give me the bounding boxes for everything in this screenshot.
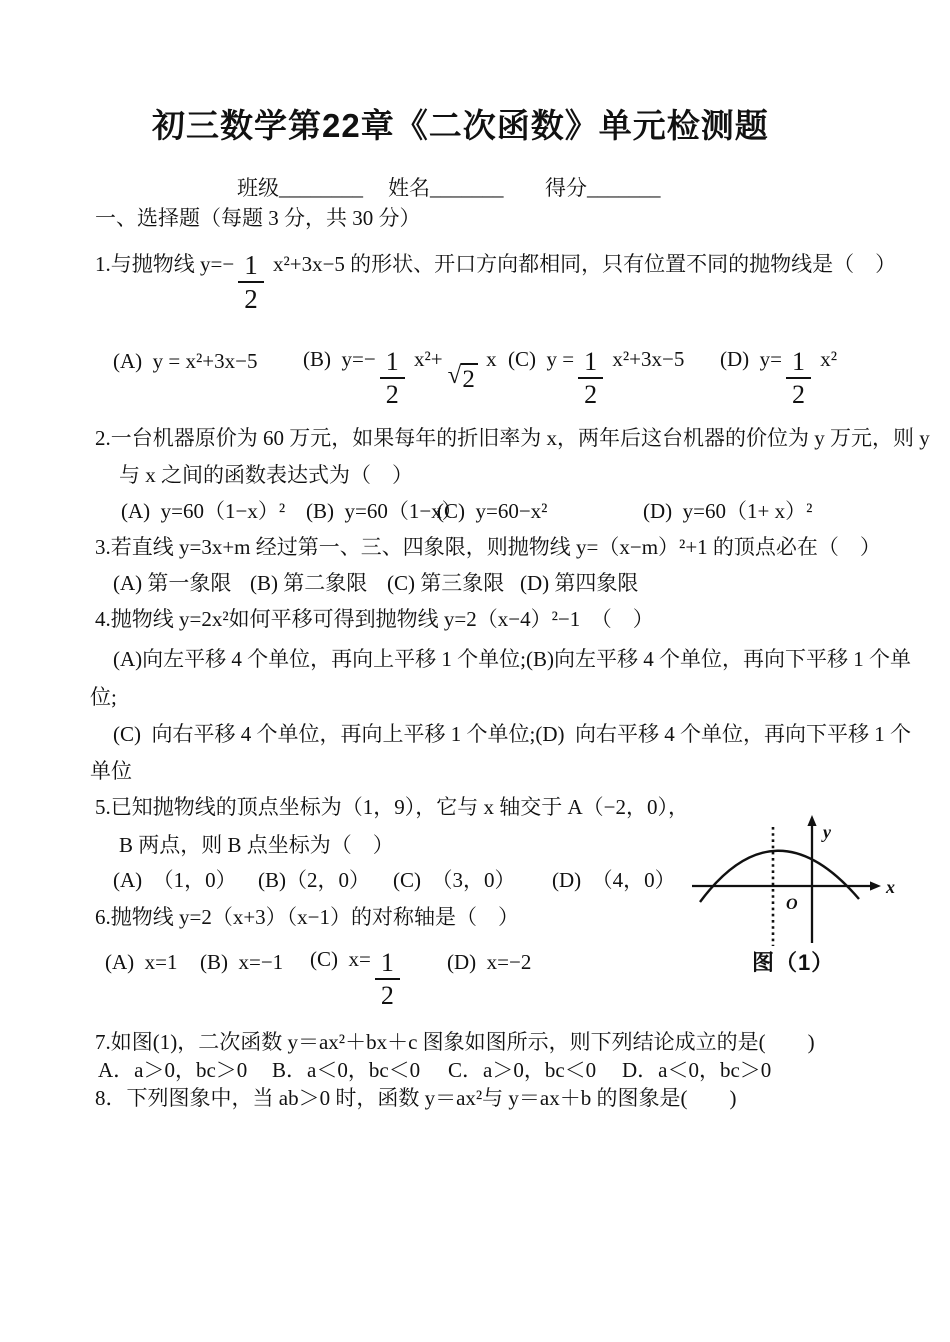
q1-text-prefix: 1.与抛物线 y=− [95,252,235,276]
x-axis-label: x [886,877,895,897]
fraction: $\frac{1}{2}$ [375,950,400,1009]
square-root: √ 2 [448,363,478,392]
q3-option-b: (B) 第二象限 [250,571,368,595]
q7-option-b: B．a＜0，bc＜0 [272,1058,421,1082]
q1-option-a: (A) y = x²+3x−5 [113,349,258,373]
q5-option-d: (D) （4，0） [552,868,676,892]
q7-option-c: C．a＞0，bc＜0 [448,1058,597,1082]
q5-option-b: (B)（2，0） [258,868,370,892]
question-2-line1: 2.一台机器原价为 60 万元，如果每年的折旧率为 x，两年后这台机器的价位为 y 万元，则 y [95,426,930,450]
question-5-line1: 5.已知抛物线的顶点坐标为（1，9），它与 x 轴交于 A（−2，0）， [95,795,690,819]
y-axis-arrow-icon [807,815,816,826]
q4-options-cd: (C) 向右平移 4 个单位，再向上平移 1 个单位;(D) 向右平移 4 个单位，再向下平移 1 个 [113,722,911,746]
q1-option-c: (C) y = $\frac{1}{2}$ x²+3x−5 [508,347,685,409]
y-axis-label: y [823,822,831,842]
q1-option-b: (B) y=− $\frac{1}{2}$ x²+ √ 2 x [303,347,497,409]
origin-label: O [786,896,798,913]
page-title: 初三数学第22章《二次函数》单元检测题 [152,107,769,144]
x-axis-arrow-icon [870,881,881,890]
q3-option-c: (C) 第三象限 [387,571,505,595]
fraction: $\frac{1}{2}$ [578,349,603,408]
question-6: 6.抛物线 y=2（x+3）（x−1）的对称轴是（ ） [95,905,520,929]
q4-options-cd-cont: 单位 [90,759,132,783]
name-blank-field: 姓名_______ [388,176,504,200]
q6-option-a: (A) x=1 [105,950,178,974]
q3-option-a: (A) 第一象限 [113,571,232,595]
q7-option-a: A．a＞0，bc＞0 [98,1058,248,1082]
q2-option-d: (D) y=60（1+ x）² [643,499,813,523]
question-1 [95,250,896,313]
fraction: $\frac{1}{2}$ [238,252,264,313]
question-2-line2: 与 x 之间的函数表达式为（ ） [119,463,413,487]
q3-option-d: (D) 第四象限 [520,571,639,595]
question-8: 8．下列图象中，当 ab＞0 时，函数 y＝ax²与 y＝ax＋b 的图象是( ) [95,1086,737,1110]
question-7: 7.如图(1)，二次函数 y＝ax²＋bx＋c 图象如图所示，则下列结论成立的是( ) [95,1030,815,1054]
parabola-curve [700,851,859,902]
q1-text-suffix: x²+3x−5 的形状、开口方向都相同，只有位置不同的抛物线是（ ） [267,252,897,276]
q4-options-ab: (A)向左平移 4 个单位，再向上平移 1 个单位;(B)向左平移 4 个单位，再向下平移 1 个单 [113,647,911,671]
q7-option-d: D．a＜0，bc＞0 [622,1058,772,1082]
q2-option-c: (C) y=60−x² [437,499,548,523]
q6-option-c: (C) x= $\frac{1}{2}$ [310,945,404,1009]
question-5-line2: B 两点，则 B 点坐标为（ ） [119,833,394,857]
q6-option-d: (D) x=−2 [447,950,532,974]
figure-1-parabola-graph [683,810,913,955]
radical-sign: √ [447,362,462,389]
q6-option-b: (B) x=−1 [200,950,284,974]
q2-option-a: (A) y=60（1−x）² [121,499,286,523]
question-3: 3.若直线 y=3x+m 经过第一、三、四象限，则抛物线 y=（x−m）²+1 的顶点必在（ ） [95,535,881,559]
section-heading: 一、选择题（每题 3 分，共 30 分） [95,206,421,230]
fraction: $\frac{1}{2}$ [380,349,405,408]
q2-option-b: (B) y=60（1−x） [306,499,463,523]
q4-options-ab-cont: 位; [90,685,117,709]
fraction: $\frac{1}{2}$ [786,349,811,408]
figure-1-caption: 图（1） [752,950,835,975]
q5-option-a: (A) （1，0） [113,868,237,892]
class-blank-field: 班级________ [237,176,363,200]
question-4: 4.抛物线 y=2x²如何平移可得到抛物线 y=2（x−4）²−1 （ ） [95,607,654,631]
q1-option-d: (D) y= $\frac{1}{2}$ x² [720,347,838,409]
q5-option-c: (C) （3，0） [393,868,516,892]
score-blank-field: 得分_______ [545,176,661,200]
